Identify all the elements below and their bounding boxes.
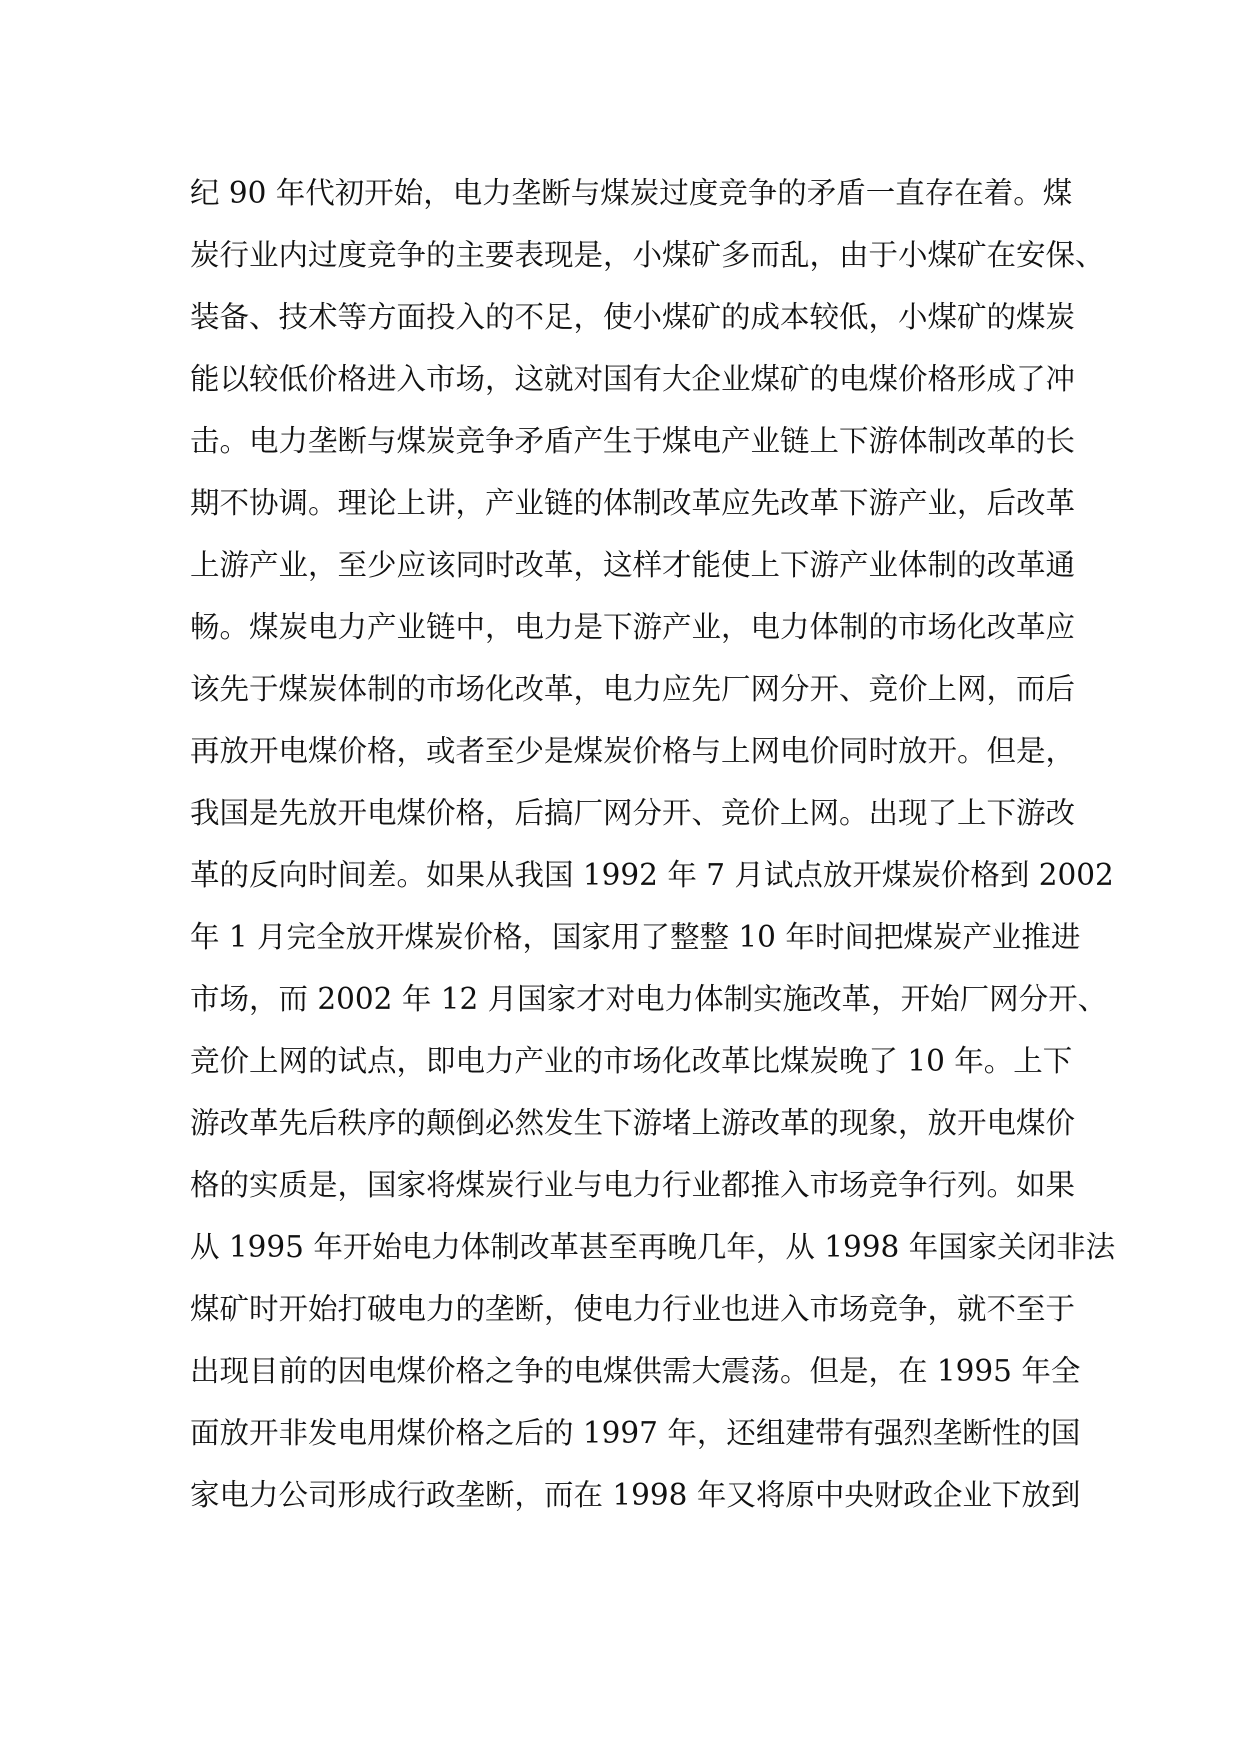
body-text <box>190 162 1116 1526</box>
text-line: 能以较低价格进入市场，这就对国有大企业煤矿的电煤价格形成了冲 <box>190 362 1076 396</box>
text-line: 畅。煤炭电力产业链中，电力是下游产业，电力体制的市场化改革应 <box>190 610 1076 644</box>
text-line: 游改革先后秩序的颠倒必然发生下游堵上游改革的现象，放开电煤价 <box>190 1106 1076 1140</box>
text-line: 家电力公司形成行政垄断，而在 1998 年又将原中央财政企业下放到 <box>190 1478 1081 1512</box>
text-line: 市场，而 2002 年 12 月国家才对电力体制实施改革，开始厂网分开、 <box>190 982 1108 1016</box>
text-line: 革的反向时间差。如果从我国 1992 年 7 月试点放开煤炭价格到 2002 <box>190 858 1114 892</box>
text-line: 年 1 月完全放开煤炭价格，国家用了整整 10 年时间把煤炭产业推进 <box>190 920 1081 954</box>
text-line: 该先于煤炭体制的市场化改革，电力应先厂网分开、竞价上网，而后 <box>190 672 1076 706</box>
text-line: 装备、技术等方面投入的不足，使小煤矿的成本较低，小煤矿的煤炭 <box>190 300 1076 334</box>
text-line: 再放开电煤价格，或者至少是煤炭价格与上网电价同时放开。但是， <box>190 734 1076 768</box>
text-line: 煤矿时开始打破电力的垄断，使电力行业也进入市场竞争，就不至于 <box>190 1292 1076 1326</box>
text-line: 击。电力垄断与煤炭竞争矛盾产生于煤电产业链上下游体制改革的长 <box>190 424 1076 458</box>
text-line: 纪 90 年代初开始，电力垄断与煤炭过度竞争的矛盾一直存在着。煤 <box>190 176 1073 210</box>
text-line: 出现目前的因电煤价格之争的电煤供需大震荡。但是，在 1995 年全 <box>190 1354 1081 1388</box>
text-line: 上游产业，至少应该同时改革，这样才能使上下游产业体制的改革通 <box>190 548 1076 582</box>
text-line: 期不协调。理论上讲，产业链的体制改革应先改革下游产业，后改革 <box>190 486 1076 520</box>
text-line: 面放开非发电用煤价格之后的 1997 年，还组建带有强烈垄断性的国 <box>190 1416 1081 1450</box>
text-line: 格的实质是，国家将煤炭行业与电力行业都推入市场竞争行列。如果 <box>190 1168 1076 1202</box>
text-line: 竞价上网的试点，即电力产业的市场化改革比煤炭晚了 10 年。上下 <box>190 1044 1073 1078</box>
text-line: 炭行业内过度竞争的主要表现是，小煤矿多而乱，由于小煤矿在安保、 <box>190 238 1105 272</box>
text-line: 我国是先放开电煤价格，后搞厂网分开、竞价上网。出现了上下游改 <box>190 796 1076 830</box>
text-line: 从 1995 年开始电力体制改革甚至再晚几年，从 1998 年国家关闭非法 <box>190 1230 1116 1264</box>
